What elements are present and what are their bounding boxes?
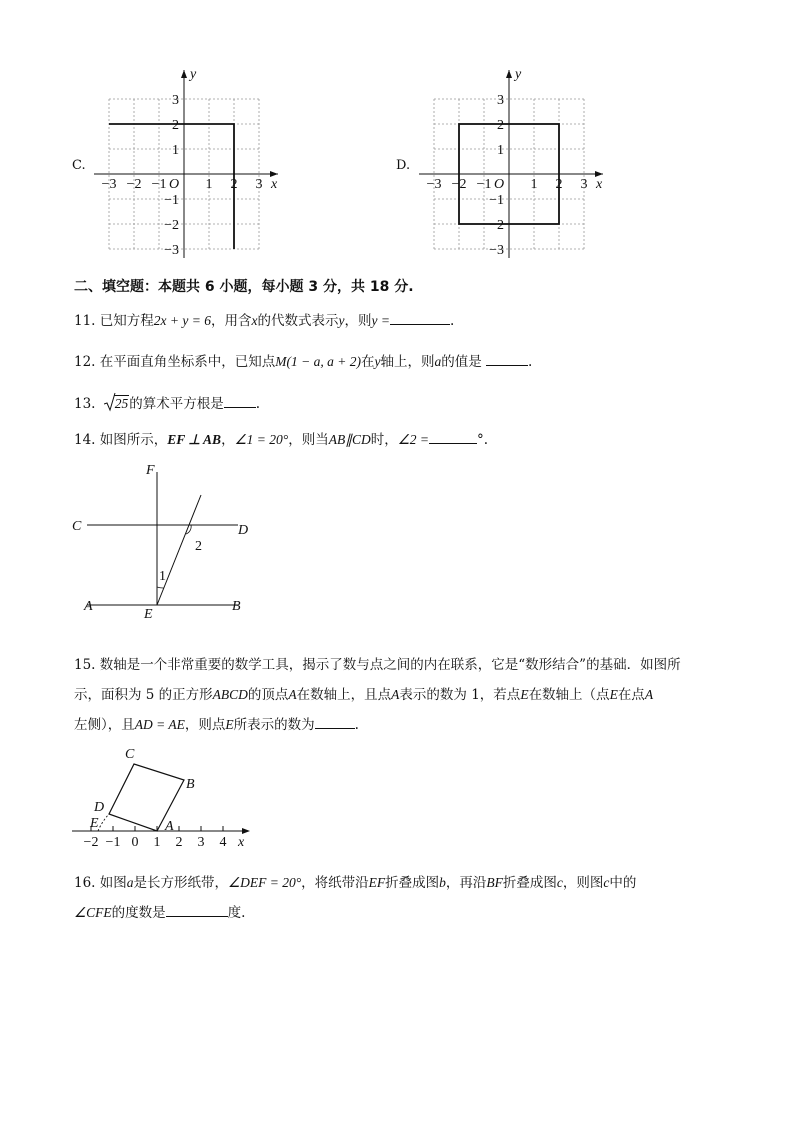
y-arrow-icon [181,70,187,78]
q11-text: ，用含 [211,313,252,329]
question-11 [74,311,454,331]
q12-text: 在 [361,354,375,370]
svg-text:2: 2 [230,177,238,192]
q16-var: b [439,875,446,890]
figure-14 [68,458,268,628]
y-label: y [190,67,197,82]
q16-answer-blank[interactable] [166,903,228,917]
q11-end: . [449,313,455,329]
svg-text:−1: −1 [489,193,504,208]
svg-text:D: D [94,800,105,815]
svg-text:B: B [232,599,241,614]
q12-answer-blank[interactable] [486,352,528,366]
svg-text:−3: −3 [426,177,442,192]
q14-angle1: ∠1 = 20° [234,432,289,447]
section-title: 二、填空题：本题共 6 小题，每小题 3 分，共 18 分. [74,279,414,295]
q14-text: 如图所示， [99,432,168,448]
q15-end: . [354,717,359,733]
q15-number: 15. [74,657,96,673]
q15-text: 的顶点 [247,687,289,703]
y-arrow-icon [506,70,512,78]
q12-var: y [374,354,381,369]
q16-text: 是长方形纸带， [133,875,229,891]
svg-text:C: C [72,519,82,534]
svg-text:E: E [144,607,153,622]
svg-text:3: 3 [497,93,504,108]
q15-text: 在数轴上，且点 [296,687,392,703]
svg-text:A: A [165,819,174,834]
q16-var: c [603,875,610,890]
q15-line3 [74,710,724,740]
q16-angle: ∠CFE [74,905,112,920]
q14-condition: EF ⊥ AB [167,432,222,447]
x-label: x [271,177,278,192]
svg-text:−2: −2 [164,218,179,233]
svg-text:2: 2 [195,539,202,554]
q13-radicand: 25 [114,396,129,411]
q11-equation: 2x + y = 6 [153,313,211,328]
svg-text:−2: −2 [451,177,467,192]
y-label: y [515,67,522,82]
svg-text:−3: −3 [489,243,504,258]
figure-15 [68,742,258,854]
q16-text: 如图 [99,875,127,891]
y-ticks [164,93,179,258]
q13-end: . [255,396,261,412]
q12-number: 12. [74,354,96,370]
q15-text: ，则点 [184,717,226,733]
q11-number: 11. [74,313,96,329]
angle1-arc [157,587,164,588]
svg-text:x: x [238,835,245,850]
q16-text: 中的 [609,875,637,891]
svg-text:−1: −1 [151,177,167,192]
q11-lhs: y = [371,313,390,328]
svg-text:−2: −2 [83,835,99,850]
svg-text:1: 1 [153,835,161,850]
svg-text:3: 3 [172,93,179,108]
figure-15-ticks [84,835,227,850]
compass-arc [98,814,109,831]
radical-sign-icon [104,392,116,412]
q15-var: A [644,687,654,702]
q15-var: E [225,717,234,732]
q11-var: y [338,313,345,328]
q16-text: 的度数是 [111,905,166,921]
svg-text:−1: −1 [476,177,492,192]
q15-text: 数轴是一个非常重要的数学工具，揭示了数与点之间的内在联系，它是“数形结合”的基础．如图所 [99,657,681,673]
q12-text: 轴上，则 [380,354,435,370]
svg-text:1: 1 [530,177,538,192]
q12-point: M(1 − a, a + 2) [275,354,361,369]
axes [94,70,278,258]
q11-answer-blank[interactable] [390,311,450,325]
q15-text: 在点 [617,687,645,703]
svg-text:2: 2 [172,118,179,133]
q15-var: A [288,687,297,702]
svg-text:3: 3 [197,835,205,850]
q16-text: 度. [227,905,246,921]
svg-text:B: B [186,777,195,792]
q14-text: 时， [370,432,398,448]
q15-text: 所表示的数为 [233,717,315,733]
option-c-label: C. [72,158,86,173]
svg-text:1: 1 [497,143,504,158]
q16-line2 [74,898,636,928]
svg-text:2: 2 [555,177,563,192]
q15-var: E [609,687,618,702]
q13-answer-blank[interactable] [224,394,256,408]
q16-text: ，则图 [562,875,604,891]
sqrt-icon [104,394,130,414]
x-ticks [427,177,588,192]
q16-var: c [556,875,563,890]
q12-var: a [434,354,442,369]
x-label: x [596,177,603,192]
q11-text: ，则 [344,313,372,329]
svg-text:3: 3 [580,177,588,192]
axes [419,70,603,258]
svg-text:4: 4 [219,835,227,850]
q13-text: 的算术平方根是 [129,396,224,412]
question-14 [74,430,488,450]
q14-text: ，则当 [288,432,329,448]
option-d-graph [415,62,615,262]
svg-text:1: 1 [205,177,213,192]
svg-text:0: 0 [131,835,139,850]
svg-text:−2: −2 [126,177,142,192]
option-d-label: D. [396,158,411,173]
option-c-graph [90,62,290,262]
q14-text: ， [221,432,235,448]
q15-text: 表示的数为 1，若点 [399,687,521,703]
q15-text: 在数轴上（点 [528,687,610,703]
q16-angle: ∠DEF = 20° [228,875,302,890]
q15-line1 [74,650,724,680]
svg-text:−1: −1 [164,193,179,208]
q15-answer-blank[interactable] [315,715,355,729]
svg-text:1: 1 [159,569,166,584]
number-line-arrow-icon [242,828,250,834]
q16-var: a [126,875,134,890]
q12-end: . [528,354,533,370]
question-12 [74,352,532,372]
q15-square: ABCD [212,687,248,702]
x-ticks [102,177,263,192]
q14-angle2: ∠2 = [397,432,430,447]
q12-text: 在平面直角坐标系中，已知点 [99,354,276,370]
svg-text:−3: −3 [164,243,179,258]
q11-var: x [251,313,258,328]
svg-text:1: 1 [172,143,179,158]
svg-text:−1: −1 [105,835,121,850]
q15-text: 左侧），且 [74,717,135,733]
svg-text:−2: −2 [489,218,504,233]
svg-text:3: 3 [255,177,263,192]
question-15 [74,650,724,740]
svg-text:E: E [90,816,99,831]
question-13 [74,394,260,414]
svg-text:A: A [84,599,93,614]
q16-line1 [74,868,636,898]
q14-number: 14. [74,432,96,448]
q15-line2 [74,680,724,710]
origin-label: O [169,177,180,192]
q16-text: ，再沿 [445,875,487,891]
question-16 [74,868,636,928]
q15-text: 示，面积为 5 的正方形 [74,687,213,703]
q15-var: E [520,687,529,702]
svg-text:−3: −3 [101,177,117,192]
q14-parallel: AB∥CD [328,432,371,447]
svg-text:D: D [238,523,249,538]
q16-text: 折叠成图 [502,875,557,891]
q15-var: A [391,687,400,702]
svg-text:2: 2 [175,835,183,850]
q16-var: EF [368,875,386,890]
q11-text: 的代数式表示 [257,313,339,329]
svg-text:C: C [125,747,135,762]
origin-label: O [494,177,505,192]
q14-answer-blank[interactable] [429,430,477,444]
y-ticks [489,93,504,258]
q14-end: °. [477,432,489,448]
q13-number: 13. [74,396,96,412]
q11-text: 已知方程 [99,313,154,329]
q16-var: BF [486,875,503,890]
svg-text:2: 2 [497,118,504,133]
q16-text: 折叠成图 [385,875,440,891]
q15-equation: AD = AE [134,717,185,732]
svg-text:F: F [146,463,155,478]
q16-text: ，将纸带沿 [301,875,369,891]
q16-number: 16. [74,875,96,891]
q12-text: 的值是 [441,354,482,370]
